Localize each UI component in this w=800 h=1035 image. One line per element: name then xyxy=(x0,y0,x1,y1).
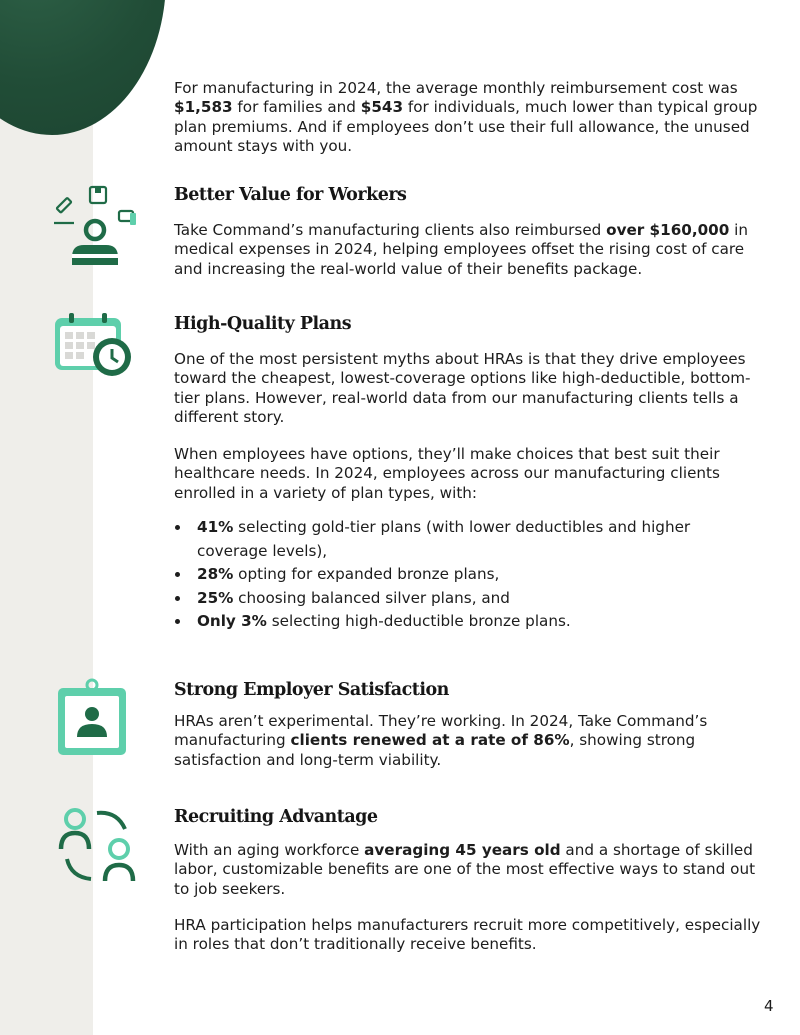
plan-type-list xyxy=(174,516,734,634)
page-number: 4 xyxy=(764,997,774,1015)
reimbursed-amount: over $160,000 xyxy=(606,221,730,239)
bullet-stat: 41% xyxy=(197,518,234,536)
value-text: Take Command’s manufacturing clients also reimbursed xyxy=(174,221,607,239)
bullet-stat: Only 3% xyxy=(197,612,267,630)
value-paragraph xyxy=(174,221,764,279)
satisfaction-text: , showing strong satisfaction and long-term viability. xyxy=(174,731,696,769)
value-text: in medical expenses in 2024, helping employees offset the rising cost of care and increasing the real-world value of their benefits package. xyxy=(174,221,748,278)
green-watercolor-blob xyxy=(0,0,166,135)
employee-value-icon xyxy=(50,185,142,267)
heading-employer-satisfaction: Strong Employer Satisfaction xyxy=(174,680,449,700)
intro-text: for individuals, much lower than typical group plan premiums. And if employees don’t use their full allowance, the unused amount stays with you. xyxy=(174,98,758,155)
people-exchange-icon xyxy=(55,805,139,885)
renewal-rate: clients renewed at a rate of 86% xyxy=(290,731,570,750)
intro-paragraph xyxy=(174,79,764,156)
individual-cost: $543 xyxy=(360,98,404,117)
heading-better-value: Better Value for Workers xyxy=(174,185,407,205)
bullet-text: selecting gold-tier plans (with lower deductibles and higher coverage levels), xyxy=(197,518,691,560)
satisfaction-text: HRAs aren’t experimental. They’re working. In 2024, Take Command’s manufacturing xyxy=(174,712,708,750)
heading-high-quality-plans: High-Quality Plans xyxy=(174,314,352,334)
intro-text: for families and xyxy=(232,98,361,117)
list-item xyxy=(174,587,734,611)
recruiting-paragraph-1 xyxy=(174,841,764,899)
recruiting-paragraph-2: HRA participation helps manufacturers recruit more competitively, especially in roles that don’t traditionally receive benefits. xyxy=(174,916,761,954)
bullet-text: selecting high-deductible bronze plans. xyxy=(266,612,571,630)
quality-paragraph-1: One of the most persistent myths about HRAs is that they drive employees toward the cheapest, lowest-coverage options like high-deductible, bottom-tier plans. However, real-world data from our manufacturing clients tells a different story. xyxy=(174,350,751,426)
average-age: averaging 45 years old xyxy=(364,841,561,859)
satisfaction-paragraph xyxy=(174,712,764,770)
intro-text: For manufacturing in 2024, the average monthly reimbursement cost was xyxy=(174,79,738,97)
bullet-text: opting for expanded bronze plans, xyxy=(233,565,500,583)
quality-paragraph-2: When employees have options, they’ll make choices that best suit their healthcare needs. In 2024, employees across our manufacturing clients enrolled in a variety of plan types, with: xyxy=(174,445,720,502)
family-cost: $1,583 xyxy=(174,98,233,117)
list-item xyxy=(174,610,734,634)
heading-recruiting-advantage: Recruiting Advantage xyxy=(174,807,378,827)
bullet-text: choosing balanced silver plans, and xyxy=(233,588,510,607)
list-item xyxy=(174,563,734,587)
recruiting-text: With an aging workforce xyxy=(174,841,365,859)
bullet-stat: 25% xyxy=(197,588,234,607)
recruiting-text: and a shortage of skilled labor, customizable benefits are one of the most effective ways to stand out to job seekers. xyxy=(174,841,756,898)
list-item xyxy=(174,516,734,563)
id-badge-icon xyxy=(55,678,129,758)
bullet-stat: 28% xyxy=(197,565,234,583)
calendar-clock-icon xyxy=(52,313,134,379)
